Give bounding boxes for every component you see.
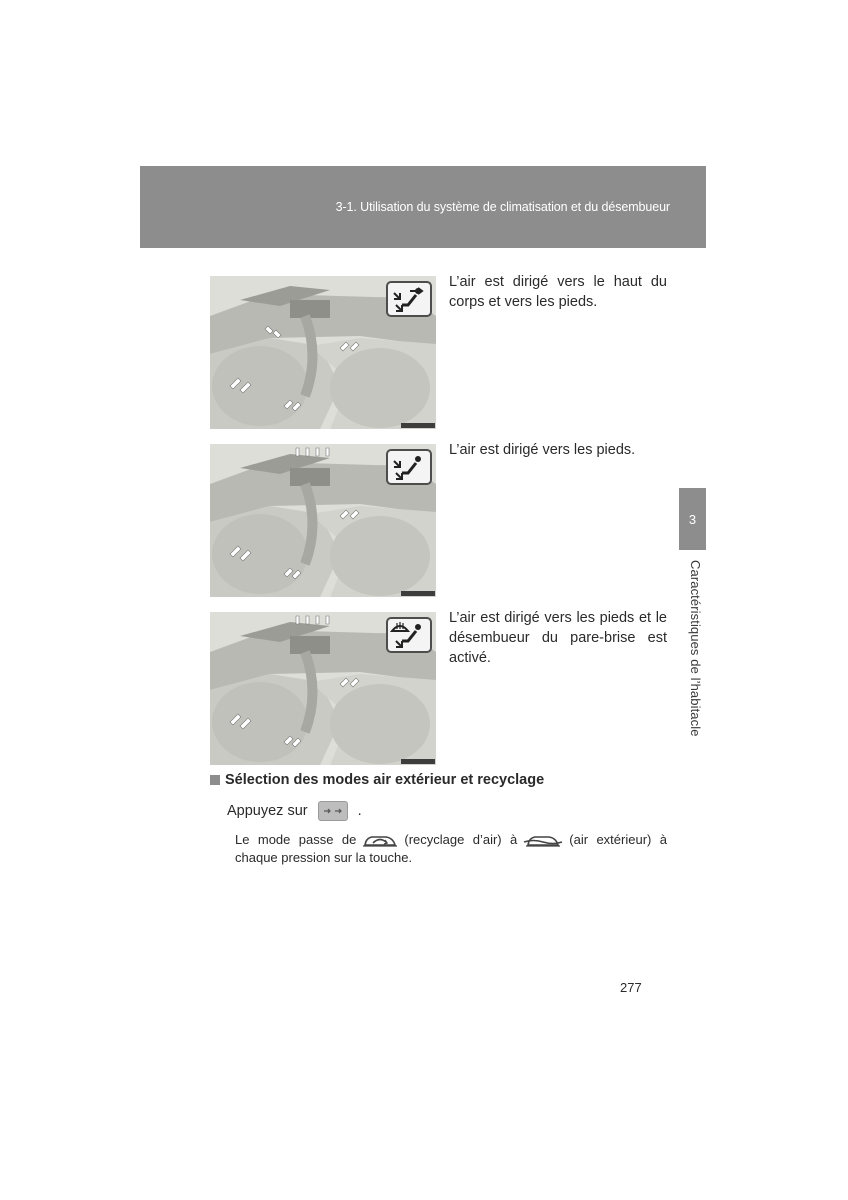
mode-description-1: L’air est dirigé vers le haut du corps et vers les pieds. [449,274,667,310]
mode-description-2: L’air est dirigé vers les pieds. [449,442,636,458]
section-header-title: 3-1. Utilisation du système de climatisation et du désembueur [335,200,670,214]
press-suffix: . [357,803,362,819]
mode-figure-1 [210,276,436,429]
chapter-number: 3 [688,511,697,527]
face-feet-airflow-icon [386,281,432,317]
chapter-title-vertical: Caractéristiques de l’habitacle [688,560,703,737]
figure-code [401,591,435,596]
page-number: 277 [620,980,642,995]
mode-figure-2 [210,444,436,597]
section-title: Sélection des modes air extérieur et recyclage [225,772,545,788]
chapter-tab [679,488,706,550]
section-heading [210,772,544,788]
feet-airflow-icon [386,449,432,485]
outside-air-icon [523,833,563,849]
note-part-3: (air extérieur) à chaque pression sur la touche. [235,832,667,865]
note-part-2: (recyclage d’air) à [404,832,518,847]
press-instruction [227,801,362,821]
mode-switch-note [235,831,667,867]
feet-defog-airflow-icon [386,617,432,653]
header-band [140,166,706,248]
air-intake-button-icon [318,801,348,821]
note-part-1: Le mode passe de [235,832,357,847]
square-bullet-icon [210,775,220,785]
figure-code [401,759,435,764]
mode-description-3: L’air est dirigé vers les pieds et le désembueur du pare-brise est activé. [449,610,667,666]
press-prefix: Appuyez sur [227,803,308,819]
mode-figure-3 [210,612,436,765]
recirculation-icon [362,833,398,849]
figure-code [401,423,435,428]
